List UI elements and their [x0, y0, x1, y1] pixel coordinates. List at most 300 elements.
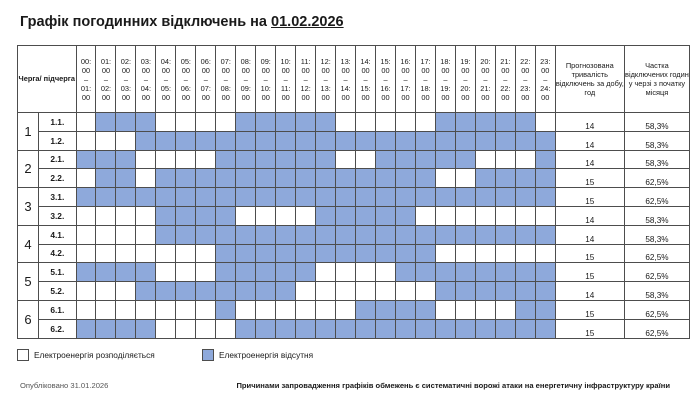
hour-cell-power: [316, 300, 336, 319]
subqueue-label: 6.2.: [39, 319, 76, 338]
outage-share-value: 58,3%: [624, 206, 689, 225]
outage-share-value: 62,5%: [624, 169, 689, 188]
hour-cell-power: [176, 263, 196, 282]
hour-header-line: –: [403, 74, 408, 84]
table-row: [18, 300, 690, 319]
hour-cell-outage: [176, 188, 196, 207]
hour-cell-power: [316, 263, 336, 282]
hour-cell-outage: [76, 150, 96, 169]
hour-cell-outage: [515, 263, 535, 282]
hour-cell-outage: [535, 131, 555, 150]
table-row: [18, 282, 690, 301]
hour-cell-outage: [96, 113, 116, 132]
hour-cell-outage: [535, 300, 555, 319]
queue-number: 2: [18, 150, 39, 188]
hour-cell-power: [116, 300, 136, 319]
hour-header-line: 00: [181, 92, 190, 102]
hour-cell-power: [176, 300, 196, 319]
hour-cell-outage: [136, 263, 156, 282]
hour-column-header: [156, 46, 176, 113]
hour-cell-outage: [156, 225, 176, 244]
hour-cell-power: [96, 225, 116, 244]
hour-cell-outage: [216, 300, 236, 319]
title-prefix: Графік погодинних відключень на: [20, 14, 267, 30]
hour-cell-power: [136, 300, 156, 319]
hour-cell-outage: [316, 113, 336, 132]
hour-header-line: 00: [421, 92, 430, 102]
hour-cell-outage: [356, 206, 376, 225]
hour-column-header: [455, 46, 475, 113]
hour-cell-power: [116, 206, 136, 225]
hour-column-header: [216, 46, 236, 113]
hour-header-line: 00: [441, 65, 450, 75]
hour-header-line: 00: [101, 65, 111, 75]
legend-off-label: Електроенергія відсутня: [219, 350, 314, 360]
hour-cell-outage: [216, 225, 236, 244]
hour-header-line: 12:: [300, 83, 311, 93]
hour-cell-outage: [256, 188, 276, 207]
hour-cell-power: [96, 131, 116, 150]
hour-header-line: –: [103, 74, 109, 84]
hour-cell-outage: [196, 188, 216, 207]
hour-header-line: 00: [541, 92, 550, 102]
hour-cell-outage: [276, 131, 296, 150]
hour-cell-outage: [396, 263, 416, 282]
hour-cell-power: [336, 300, 356, 319]
hour-cell-outage: [216, 131, 236, 150]
hour-header-line: 10:: [260, 83, 271, 93]
hour-header-line: 05:: [180, 56, 191, 66]
hour-cell-outage: [396, 188, 416, 207]
outage-share-value: 58,3%: [624, 131, 689, 150]
legend-off-swatch: [202, 349, 214, 361]
hour-cell-power: [515, 244, 535, 263]
hour-cell-outage: [336, 131, 356, 150]
hour-header-line: 00: [241, 65, 250, 75]
hour-header-line: 10:: [280, 56, 291, 66]
queue-column-header: Черга/ підчерга: [18, 46, 77, 113]
hour-cell-outage: [475, 225, 495, 244]
hour-cell-outage: [236, 131, 256, 150]
hour-cell-outage: [475, 113, 495, 132]
hour-header-line: 00: [521, 92, 530, 102]
outage-hours-value: 14: [555, 150, 624, 169]
hour-column-header: [196, 46, 216, 113]
hour-column-header: [276, 46, 296, 113]
hour-header-line: –: [483, 74, 488, 84]
hour-cell-outage: [256, 263, 276, 282]
hour-cell-power: [176, 244, 196, 263]
hour-cell-outage: [136, 188, 156, 207]
hour-header-line: –: [283, 74, 288, 84]
hour-cell-outage: [396, 319, 416, 338]
hour-cell-outage: [495, 319, 515, 338]
hour-cell-outage: [116, 150, 136, 169]
hour-column-header: [236, 46, 256, 113]
table-row: [18, 225, 690, 244]
hour-header-line: 00: [221, 92, 230, 102]
hour-header-line: 00: [301, 92, 310, 102]
hour-header-line: 00: [441, 92, 450, 102]
subqueue-label: 3.2.: [39, 206, 76, 225]
hour-cell-outage: [455, 150, 475, 169]
hour-cell-outage: [236, 319, 256, 338]
hour-cell-power: [296, 282, 316, 301]
hour-cell-power: [475, 300, 495, 319]
outage-hours-value: 14: [555, 225, 624, 244]
hour-cell-outage: [475, 319, 495, 338]
hour-header-line: 19:: [460, 56, 471, 66]
hour-cell-outage: [76, 263, 96, 282]
hour-cell-outage: [256, 244, 276, 263]
hour-cell-power: [495, 244, 515, 263]
hour-cell-outage: [276, 263, 296, 282]
hour-header-line: 06:: [180, 83, 191, 93]
hour-header-line: –: [223, 74, 228, 84]
hour-cell-power: [76, 169, 96, 188]
table-row: [18, 206, 690, 225]
hour-cell-outage: [316, 206, 336, 225]
hour-header-line: 14:: [360, 56, 371, 66]
hour-cell-power: [156, 300, 176, 319]
hour-cell-power: [256, 300, 276, 319]
hour-cell-outage: [276, 282, 296, 301]
hour-header-line: 02:: [100, 83, 112, 93]
hour-header-line: 00: [381, 92, 390, 102]
hour-header-line: –: [143, 74, 148, 84]
hour-header-line: 11:: [300, 56, 311, 66]
hour-column-header: [116, 46, 136, 113]
hour-cell-outage: [535, 263, 555, 282]
hour-header-line: 13:: [320, 83, 331, 93]
subqueue-label: 2.1.: [39, 150, 76, 169]
hour-header-line: 04:: [140, 83, 152, 93]
hour-cell-outage: [535, 188, 555, 207]
hour-header-line: –: [263, 74, 268, 84]
outage-hours-value: 14: [555, 113, 624, 132]
hour-cell-power: [236, 206, 256, 225]
hour-cell-outage: [515, 188, 535, 207]
hour-cell-outage: [76, 188, 96, 207]
hour-header-line: –: [123, 74, 128, 84]
hour-header-line: 00: [261, 65, 270, 75]
hour-cell-power: [176, 113, 196, 132]
hour-column-header: [336, 46, 356, 113]
hour-column-header: [296, 46, 316, 113]
hour-column-header: [396, 46, 416, 113]
hour-cell-outage: [156, 188, 176, 207]
hour-cell-outage: [96, 263, 116, 282]
hour-column-header: [356, 46, 376, 113]
hour-cell-power: [336, 113, 356, 132]
hour-cell-outage: [435, 225, 455, 244]
hour-cell-power: [455, 244, 475, 263]
queue-number: 1: [18, 113, 39, 151]
hour-cell-outage: [415, 131, 435, 150]
outage-share-value: 58,3%: [624, 113, 689, 132]
hour-header-line: 16:: [380, 83, 391, 93]
hour-header-line: 00: [181, 65, 190, 75]
hour-column-header: [316, 46, 336, 113]
hour-cell-power: [76, 113, 96, 132]
hour-cell-outage: [415, 319, 435, 338]
hour-cell-power: [356, 113, 376, 132]
hour-header-line: –: [183, 74, 188, 84]
queue-number: 6: [18, 300, 39, 338]
hour-header-line: 00: [421, 65, 430, 75]
hour-cell-outage: [116, 113, 136, 132]
hour-cell-outage: [336, 319, 356, 338]
hour-cell-outage: [296, 244, 316, 263]
hour-cell-outage: [475, 282, 495, 301]
hour-cell-outage: [435, 263, 455, 282]
hour-header-line: 00: [141, 65, 151, 75]
hour-cell-outage: [296, 150, 316, 169]
hour-header-line: 00: [81, 92, 91, 102]
hour-header-line: 03:: [140, 56, 152, 66]
hour-cell-outage: [415, 169, 435, 188]
hour-header-line: –: [503, 74, 508, 84]
hour-cell-outage: [316, 244, 336, 263]
hour-cell-power: [176, 150, 196, 169]
hour-header-line: 00: [461, 92, 470, 102]
hour-header-line: 21:: [480, 83, 491, 93]
hour-cell-power: [156, 244, 176, 263]
hour-cell-outage: [535, 150, 555, 169]
hour-cell-outage: [196, 169, 216, 188]
hour-cell-outage: [236, 225, 256, 244]
hour-cell-outage: [216, 150, 236, 169]
hour-header-line: 00: [361, 92, 370, 102]
hour-header-line: 00: [321, 92, 330, 102]
hour-cell-power: [535, 244, 555, 263]
hour-cell-outage: [495, 282, 515, 301]
hour-cell-outage: [396, 244, 416, 263]
hour-column-header: [136, 46, 156, 113]
hour-cell-outage: [396, 169, 416, 188]
outage-share-value: 62,5%: [624, 188, 689, 207]
hour-cell-outage: [415, 263, 435, 282]
outage-hours-value: 14: [555, 282, 624, 301]
subqueue-label: 1.2.: [39, 131, 76, 150]
subqueue-label: 2.2.: [39, 169, 76, 188]
outage-hours-value: 15: [555, 300, 624, 319]
hour-cell-outage: [455, 319, 475, 338]
hour-header-line: –: [363, 74, 368, 84]
hour-header-line: 00: [341, 65, 350, 75]
hour-cell-power: [136, 150, 156, 169]
table-row: [18, 188, 690, 207]
hour-cell-power: [76, 282, 96, 301]
hour-header-line: 19:: [440, 83, 451, 93]
hour-header-line: 17:: [400, 83, 411, 93]
hour-cell-outage: [96, 169, 116, 188]
hour-cell-outage: [415, 244, 435, 263]
hour-column-header: [495, 46, 515, 113]
legend-off: [202, 349, 362, 361]
hour-cell-outage: [196, 282, 216, 301]
hour-header-line: 00: [321, 65, 330, 75]
hour-header-line: 00: [521, 65, 530, 75]
hour-cell-outage: [535, 282, 555, 301]
hour-column-header: [435, 46, 455, 113]
hour-cell-outage: [276, 244, 296, 263]
hour-cell-outage: [216, 282, 236, 301]
hour-cell-outage: [116, 319, 136, 338]
hour-header-line: 00:: [80, 56, 92, 66]
hour-cell-outage: [316, 319, 336, 338]
hour-header-line: 23:: [520, 83, 531, 93]
hour-cell-outage: [156, 206, 176, 225]
hour-cell-outage: [376, 131, 396, 150]
outage-share-value: 62,5%: [624, 244, 689, 263]
hour-cell-outage: [236, 188, 256, 207]
table-row: [18, 319, 690, 338]
hour-cell-power: [455, 169, 475, 188]
hour-cell-power: [136, 206, 156, 225]
hour-cell-outage: [376, 225, 396, 244]
hour-cell-power: [216, 319, 236, 338]
table-row: [18, 150, 690, 169]
hour-header-line: 20:: [480, 56, 491, 66]
hour-cell-power: [336, 263, 356, 282]
hour-cell-power: [116, 131, 136, 150]
hour-header-line: 00: [541, 65, 550, 75]
hour-cell-outage: [256, 113, 276, 132]
hour-header-line: 22:: [500, 83, 511, 93]
hour-cell-outage: [276, 113, 296, 132]
hour-cell-outage: [356, 225, 376, 244]
outage-share-value: 62,5%: [624, 300, 689, 319]
hour-cell-outage: [356, 300, 376, 319]
outage-hours-value: 15: [555, 169, 624, 188]
hour-header-line: 00: [401, 92, 410, 102]
table-row: [18, 244, 690, 263]
hour-cell-power: [276, 300, 296, 319]
hour-cell-outage: [435, 319, 455, 338]
hour-cell-outage: [475, 188, 495, 207]
hour-cell-outage: [455, 282, 475, 301]
hour-cell-outage: [156, 169, 176, 188]
hour-cell-power: [415, 282, 435, 301]
hour-cell-power: [515, 206, 535, 225]
hour-cell-outage: [216, 188, 236, 207]
hour-column-header: [176, 46, 196, 113]
hour-cell-power: [495, 150, 515, 169]
hour-cell-outage: [435, 282, 455, 301]
hour-header-line: 00: [101, 92, 111, 102]
hour-header-line: 00: [221, 65, 230, 75]
hour-cell-outage: [216, 169, 236, 188]
hour-header-line: 00: [161, 65, 170, 75]
queue-number: 5: [18, 263, 39, 301]
hour-cell-outage: [515, 225, 535, 244]
hour-cell-power: [356, 150, 376, 169]
hour-header-line: 00: [281, 92, 290, 102]
hour-header-line: 07:: [220, 56, 231, 66]
hour-header-line: 22:: [520, 56, 531, 66]
outage-hours-value: 15: [555, 319, 624, 338]
hour-cell-outage: [336, 206, 356, 225]
hour-cell-outage: [356, 319, 376, 338]
hour-header-line: –: [423, 74, 428, 84]
hour-cell-power: [475, 150, 495, 169]
hour-cell-power: [136, 225, 156, 244]
subqueue-label: 4.1.: [39, 225, 76, 244]
hour-header-line: 00: [261, 92, 270, 102]
queue-number: 4: [18, 225, 39, 263]
hour-cell-outage: [176, 225, 196, 244]
subqueue-label: 1.1.: [39, 113, 76, 132]
hour-cell-outage: [296, 169, 316, 188]
hour-cell-outage: [276, 169, 296, 188]
hour-cell-outage: [276, 188, 296, 207]
hour-cell-outage: [256, 282, 276, 301]
hour-header-line: 00: [361, 65, 370, 75]
hour-header-line: 00: [401, 65, 410, 75]
hour-cell-outage: [196, 225, 216, 244]
hour-cell-outage: [316, 225, 336, 244]
share-column-header: Частка відключених годин у черзі з початку місяця: [624, 46, 689, 113]
subqueue-label: 5.1.: [39, 263, 76, 282]
hour-cell-outage: [356, 244, 376, 263]
hour-header-line: –: [203, 74, 208, 84]
table-row: [18, 169, 690, 188]
hour-cell-outage: [515, 131, 535, 150]
hour-header-line: –: [543, 74, 548, 84]
hour-cell-outage: [396, 225, 416, 244]
hour-header-line: –: [323, 74, 328, 84]
hour-cell-outage: [176, 131, 196, 150]
legend-on: [17, 349, 187, 361]
hour-cell-power: [356, 263, 376, 282]
hour-cell-outage: [475, 263, 495, 282]
hour-cell-outage: [396, 206, 416, 225]
hour-cell-power: [236, 300, 256, 319]
hour-cell-power: [156, 319, 176, 338]
hour-header-line: –: [243, 74, 248, 84]
hour-cell-outage: [136, 131, 156, 150]
hour-header-line: 00: [121, 65, 131, 75]
outage-share-value: 58,3%: [624, 225, 689, 244]
hour-header-line: 09:: [240, 83, 251, 93]
hour-header-line: 18:: [440, 56, 451, 66]
hour-cell-power: [96, 282, 116, 301]
subqueue-label: 6.1.: [39, 300, 76, 319]
hour-header-line: –: [463, 74, 468, 84]
hour-cell-outage: [116, 263, 136, 282]
hour-header-line: 12:: [320, 56, 331, 66]
hour-header-line: –: [383, 74, 388, 84]
hour-cell-power: [435, 169, 455, 188]
hour-header-line: 02:: [120, 56, 132, 66]
outage-schedule-table: [17, 45, 690, 339]
legend-on-label: Електроенергія розподіляється: [34, 350, 155, 360]
hour-cell-outage: [296, 225, 316, 244]
hour-cell-outage: [136, 282, 156, 301]
hour-column-header: [76, 46, 96, 113]
hour-cell-outage: [156, 131, 176, 150]
hour-cell-outage: [116, 169, 136, 188]
hour-column-header: [376, 46, 396, 113]
hour-cell-outage: [316, 169, 336, 188]
hour-cell-outage: [455, 188, 475, 207]
hour-cell-outage: [376, 319, 396, 338]
hour-cell-power: [435, 206, 455, 225]
hour-cell-outage: [216, 206, 236, 225]
hour-cell-outage: [236, 282, 256, 301]
hour-cell-power: [196, 300, 216, 319]
